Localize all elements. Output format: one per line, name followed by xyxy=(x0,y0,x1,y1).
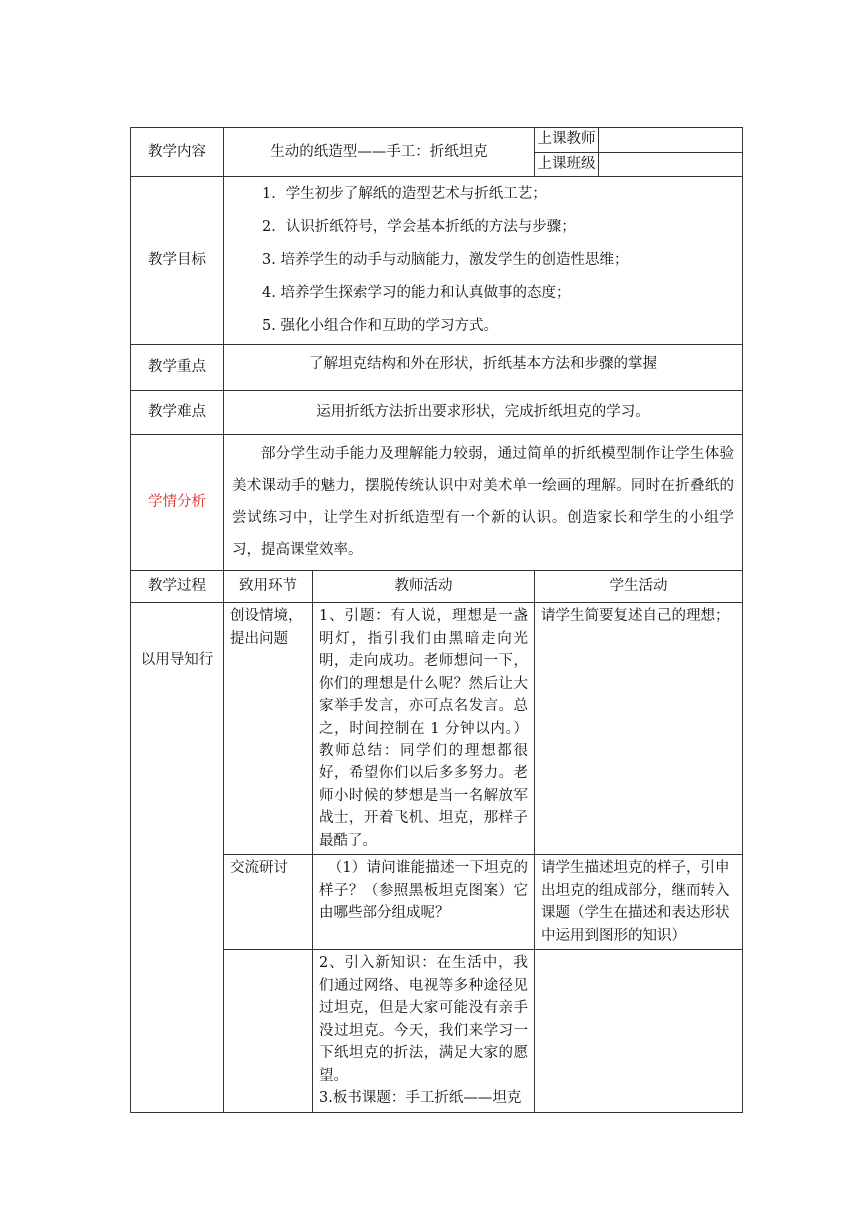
goal-item: 1．学生初步了解纸的造型艺术与折纸工艺； xyxy=(262,186,547,203)
class-value xyxy=(599,153,743,177)
lesson-plan-table xyxy=(130,127,743,1113)
teacher-activity-title: 3.板书课题：手工折纸——坦克 xyxy=(319,1090,522,1107)
stage-cell xyxy=(224,950,313,1112)
process-header-teacher: 教师活动 xyxy=(313,571,535,603)
content-value: 生动的纸造型——手工：折纸坦克 xyxy=(224,128,535,177)
teacher-activity: 2、引入新知识：在生活中，我们通过网络、电视等多种途径见过坦克，但是大家可能没有亲手没过坦克。今天，我们来学习一下纸坦克的折法，满足大家的愿望。 xyxy=(319,955,528,1084)
key-point-label: 教学重点 xyxy=(131,345,224,391)
key-point-value: 了解坦克结构和外在形状，折纸基本方法和步骤的掌握 xyxy=(224,345,743,391)
process-header-phase: 教学过程 xyxy=(131,571,224,603)
teacher-label: 上课教师 xyxy=(535,128,599,153)
stage-cell: 创设情境，提出问题 xyxy=(224,603,313,855)
teacher-value xyxy=(599,128,743,153)
analysis-text: 部分学生动手能力及理解能力较弱，通过简单的折纸模型制作让学生体验美术课动手的魅力，摆脱传统认识中对美术单一绘画的理解。同时在折叠纸的尝试练习中，让学生对折纸造型有一个新的认识。创造家长和学生的小组学习，提高课堂效率。 xyxy=(224,435,743,571)
content-label: 教学内容 xyxy=(131,128,224,177)
goal-item: 4. 培养学生探索学习的能力和认真做事的态度； xyxy=(262,285,571,302)
student-activity: 请学生描述坦克的样子，引申出坦克的组成部分，继而转入课题（学生在描述和表达形状中运用到图形的知识） xyxy=(535,855,743,950)
goals-label: 教学目标 xyxy=(131,177,224,345)
analysis-label: 学情分析 xyxy=(131,435,224,571)
student-activity xyxy=(535,950,743,1112)
process-header-student: 学生活动 xyxy=(535,571,743,603)
goals-list xyxy=(224,177,743,345)
student-activity: 请学生简要复述自己的理想； xyxy=(535,603,743,855)
process-header-stage: 致用环节 xyxy=(224,571,313,603)
goal-item: 3. 培养学生的动手与动脑能力，激发学生的创造性思维； xyxy=(262,252,629,269)
teacher-activity: 1、引题：有人说，理想是一盏明灯，指引我们由黑暗走向光明，走向成功。老师想问一下，你们的理想是什么呢？然后让大家举手发言，亦可点名发言。总之，时间控制在 1 分钟以内。） 教师总结：同学们的理想都很好，希望你们以后多多努力。老师小时候的梦想是当一名解放军战士，开着飞机、坦克，那样子最酷了。 xyxy=(313,603,535,855)
class-label: 上课班级 xyxy=(535,153,599,177)
difficulty-value: 运用折纸方法折出要求形状，完成折纸坦克的学习。 xyxy=(224,391,743,435)
teacher-activity-cell xyxy=(313,950,535,1112)
process-phase: 以用导知行 xyxy=(131,603,224,1112)
stage-cell: 交流研讨 xyxy=(224,855,313,950)
teacher-activity: （1）请问谁能描述一下坦克的样子？（参照黑板坦克图案）它由哪些部分组成呢？ xyxy=(313,855,535,950)
goal-item: 5. 强化小组合作和互助的学习方式。 xyxy=(262,318,498,335)
difficulty-label: 教学难点 xyxy=(131,391,224,435)
goal-item: 2．认识折纸符号，学会基本折纸的方法与步骤； xyxy=(262,219,576,236)
